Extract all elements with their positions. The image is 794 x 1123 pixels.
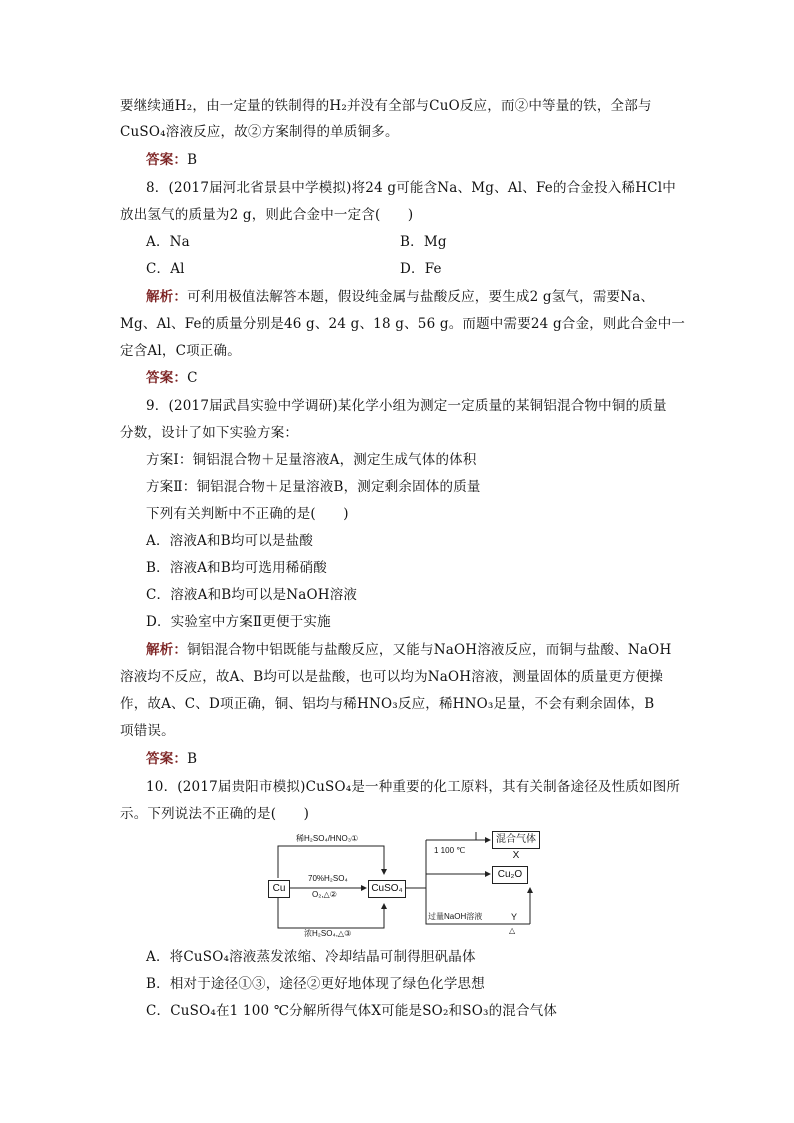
q8-option-c: C．Al [146,261,185,277]
route-2-label-top: 70%H₂SO₄ [308,874,348,883]
q9-explanation-line4: 项错误。 [120,723,175,739]
q8-option-a: A．Na [146,234,190,250]
route-3-label: 浓H₂SO₄,△③ [304,929,352,938]
explanation-text: 铜铝混合物中铝既能与盐酸反应，又能与NaOH溶液反应，而铜与盐酸、NaOH [187,642,672,658]
q10-option-a: A．将CuSO₄溶液蒸发浓缩、冷却结晶可制得胆矾晶体 [146,949,476,965]
q8-explanation-line1 [146,287,706,307]
q8-options-row2 [146,259,706,279]
question-9-line1: 9．(2017届武昌实验中学调研)某化学小组为测定一定质量的某铜铝混合物中铜的质量 [146,398,667,414]
question-8-line2: 放出氢气的质量为2 g，则此合金中一定含( ) [120,207,414,223]
q8-explanation-line2: Mg、Al、Fe的质量分别是46 g、24 g、18 g、56 g。而题中需要24 g合金，则此合金中一 [120,316,686,332]
cu-box: Cu [268,880,290,898]
naoh-label: 过量NaOH溶液 [428,912,483,921]
y-label: Y [511,912,518,922]
answer-value: C [187,370,198,386]
answer-value: B [187,152,198,168]
cu2o-box: Cu₂O [492,866,528,884]
q9-answer [146,749,706,769]
explanation-label: 解析： [146,642,188,658]
cuso4-box: CuSO₄ [368,880,406,898]
temperature-label: 1 100 ℃ [434,846,466,855]
q9-plan-2: 方案Ⅱ：铜铝混合物＋足量溶液B，测定剩余固体的质量 [146,479,481,495]
question-8-line1: 8．(2017届河北省景县中学模拟)将24 g可能含Na、Mg、Al、Fe的合金投入稀HCl中 [146,180,676,196]
q9-explanation-line2: 溶液均不反应，故A、B均可以是盐酸，也可以均为NaOH溶液，测量固体的质量更方便操 [120,669,664,685]
q8-answer [146,368,706,388]
cuso4-preparation-diagram [268,828,540,938]
q9-option-a: A．溶液A和B均可以是盐酸 [146,533,314,549]
q8-option-b: B．Mg [400,234,447,250]
explanation-text: 可利用极值法解答本题，假设纯金属与盐酸反应，要生成2 g氢气，需要Na、 [187,289,655,305]
route-1-label: 稀H₂SO₄/HNO₃① [296,834,359,843]
q8-explanation-line3: 定含Al，C项正确。 [120,343,241,359]
question-9-line2: 分数，设计了如下实验方案： [120,425,299,441]
route-2-label-bottom: O₂,△② [312,890,337,899]
q9-question: 下列有关判断中不正确的是( ) [146,506,349,522]
q10-option-b: B．相对于途径①③，途径②更好地体现了绿色化学思想 [146,976,485,992]
q9-option-b: B．溶液A和B均可选用稀硝酸 [146,560,327,576]
question-10-line1: 10．(2017届贵阳市模拟)CuSO₄是一种重要的化工原料，其有关制备途径及性质如图所 [146,779,681,795]
q10-option-c: C．CuSO₄在1 100 ℃分解所得气体X可能是SO₂和SO₃的混合气体 [146,1003,558,1019]
q9-option-c: C．溶液A和B均可以是NaOH溶液 [146,587,358,603]
q9-option-d: D．实验室中方案Ⅱ更便于实施 [146,614,331,630]
q8-option-d: D．Fe [400,261,442,277]
q9-explanation-line1 [146,640,706,660]
answer-line [146,150,706,170]
answer-label: 答案： [146,751,188,767]
answer-label: 答案： [146,152,188,168]
q9-plan-1: 方案Ⅰ：铜铝混合物＋足量溶液A，测定生成气体的体积 [146,452,477,468]
gas-x-box: 混合气体X [492,831,540,849]
q8-options-row1 [146,232,706,252]
question-10-line2: 示。下列说法不正确的是( ) [120,806,310,822]
explanation-label: 解析： [146,289,188,305]
answer-label: 答案： [146,370,188,386]
answer-value: B [187,751,198,767]
text-line: 要继续通H₂，由一定量的铁制得的H₂并没有全部与CuO反应，而②中等量的铁，全部与 [120,98,652,114]
heat-label: △ [509,926,516,935]
q9-explanation-line3: 作，故A、C、D项正确，铜、铝均与稀HNO₃反应，稀HNO₃足量，不会有剩余固体，B [120,696,655,712]
text-line: CuSO₄溶液反应，故②方案制得的单质铜多。 [120,124,399,140]
